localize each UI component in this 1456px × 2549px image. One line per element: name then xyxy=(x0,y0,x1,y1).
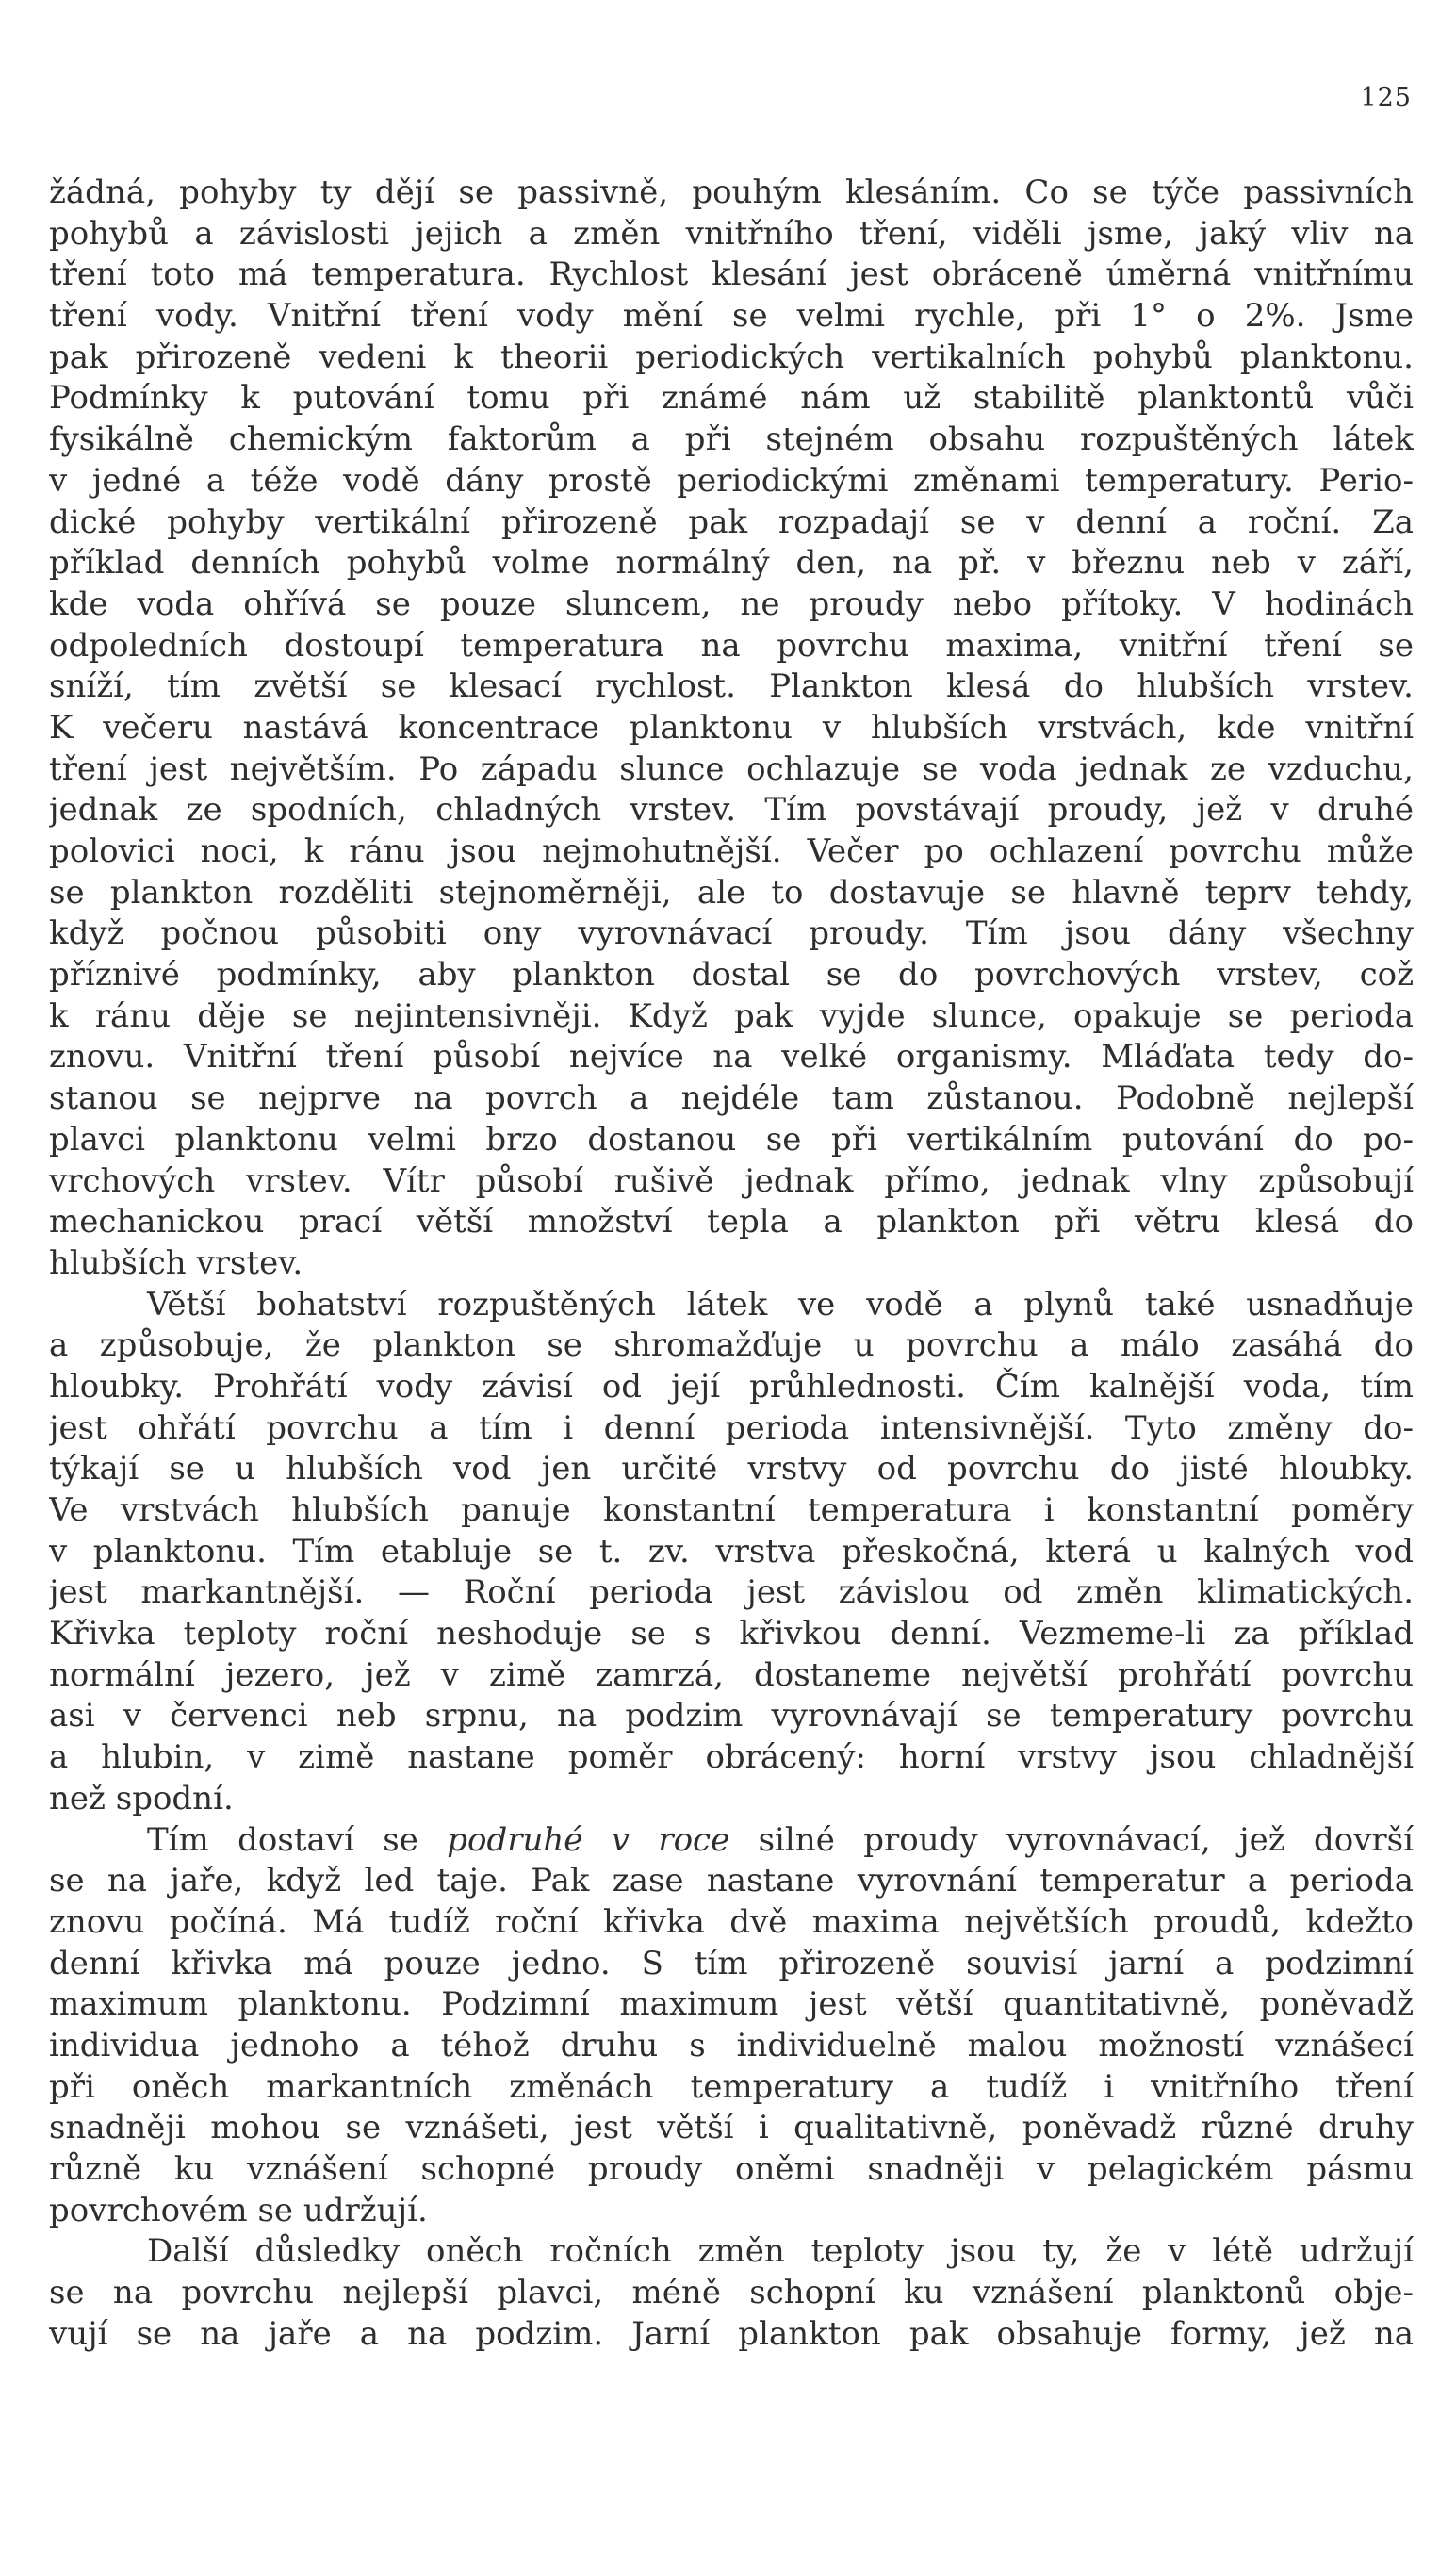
body-text xyxy=(49,173,1414,2355)
text-line: stanou se nejprve na povrch a nejdéle tam zůstanou. Podobně nejlepší xyxy=(49,1079,1414,1118)
text-line: hloubky. Prohřátí vody závisí od její průhlednosti. Čím kalnější voda, tím xyxy=(49,1367,1414,1406)
text-line: se na povrchu nejlepší plavci, méně schopní ku vznášení planktonů obje- xyxy=(49,2274,1414,2312)
text-line: vují se na jaře a na podzim. Jarní plankton pak obsahuje formy, jež na xyxy=(49,2314,1414,2353)
text-line: jest ohřátí povrchu a tím i denní perioda intensivnější. Tyto změny do- xyxy=(49,1408,1414,1447)
text-line: Křivka teploty roční neshoduje se s křivkou denní. Vezmeme-li za příklad xyxy=(49,1615,1414,1653)
text-line: dické pohyby vertikální přirozeně pak rozpadají se v denní a roční. Za xyxy=(49,502,1414,541)
text-line: se plankton rozděliti stejnoměrněji, ale to dostavuje se hlavně teprv tehdy, xyxy=(49,873,1414,912)
text-line: plavci planktonu velmi brzo dostanou se při vertikálním putování do po- xyxy=(49,1120,1414,1159)
text-line: k ránu děje se nejintensivněji. Když pak vyjde slunce, opakuje se perioda xyxy=(49,996,1414,1035)
text-line: se na jaře, když led taje. Pak zase nastane vyrovnání temperatur a perioda xyxy=(49,1862,1414,1900)
text-line: a hlubin, v zimě nastane poměr obrácený: horní vrstvy jsou chladnější xyxy=(49,1738,1414,1777)
text-line: individua jednoho a téhož druhu s individuelně malou možností vznášecí xyxy=(49,2026,1414,2064)
page-number: 125 xyxy=(1360,83,1412,112)
text-line: Další důsledky oněch ročních změn teploty jsou ty, že v létě udržují xyxy=(147,2232,1414,2271)
text-line: povrchovém se udržují. xyxy=(49,2191,428,2229)
text-line: Tím dostaví se podruhé v roce silné proudy vyrovnávací, jež dovrší xyxy=(147,1820,1414,1859)
text-line: znovu počíná. Má tudíž roční křivka dvě maxima největších proudů, kdežto xyxy=(49,1902,1414,1941)
text-line: normální jezero, jež v zimě zamrzá, dostaneme největší prohřátí povrchu xyxy=(49,1655,1414,1694)
text-line: mechanickou prací větší množství tepla a plankton při větru klesá do xyxy=(49,1203,1414,1242)
text-line: Podmínky k putování tomu při známé nám už stabilitě planktontů vůči xyxy=(49,379,1414,418)
text-line: K večeru nastává koncentrace planktonu v hlubších vrstvách, kde vnitřní xyxy=(49,708,1414,747)
text-line: týkají se u hlubších vod jen určité vrstvy od povrchu do jisté hloubky. xyxy=(49,1450,1414,1488)
text-line: snadněji mohou se vznášeti, jest větší i qualitativně, poněvadž různé druhy xyxy=(49,2109,1414,2147)
text-line: tření toto má temperatura. Rychlost klesání jest obráceně úměrná vnitřnímu xyxy=(49,255,1414,294)
text-line: kde voda ohřívá se pouze sluncem, ne proudy nebo přítoky. V hodinách xyxy=(49,584,1414,623)
text-line: hlubších vrstev. xyxy=(49,1243,303,1282)
text-line: znovu. Vnitřní tření působí nejvíce na velké organismy. Mláďata tedy do- xyxy=(49,1038,1414,1077)
text-line: vrchových vrstev. Vítr působí rušivě jednak přímo, jednak vlny způsobují xyxy=(49,1161,1414,1200)
text-line: žádná, pohyby ty dějí se passivně, pouhým klesáním. Co se týče passivních xyxy=(49,173,1414,211)
text-line: příklad denních pohybů volme normálný den, na př. v březnu neb v září, xyxy=(49,544,1414,583)
text-line: pohybů a závislosti jejich a změn vnitřního tření, viděli jsme, jaký vliv na xyxy=(49,214,1414,253)
text-line: tření jest největším. Po západu slunce ochlazuje se voda jednak ze vzduchu, xyxy=(49,749,1414,788)
text-line: Větší bohatství rozpuštěných látek ve vodě a plynů také usnadňuje xyxy=(147,1285,1414,1324)
text-line: při oněch markantních změnách temperatury a tudíž i vnitřního tření xyxy=(49,2067,1414,2106)
text-line: než spodní. xyxy=(49,1779,234,1817)
text-line: fysikálně chemickým faktorům a při stejném obsahu rozpuštěných látek xyxy=(49,420,1414,459)
text-line: tření vody. Vnitřní tření vody mění se velmi rychle, při 1° o 2%. Jsme xyxy=(49,297,1414,336)
text-line: a způsobuje, že plankton se shromažďuje u povrchu a málo zasáhá do xyxy=(49,1326,1414,1365)
text-line: když počnou působiti ony vyrovnávací proudy. Tím jsou dány všechny xyxy=(49,914,1414,953)
emphasis: podruhé v roce xyxy=(447,1820,730,1859)
text-line: pak přirozeně vedeni k theorii periodických vertikalních pohybů planktonu. xyxy=(49,337,1414,376)
text-line: maximum planktonu. Podzimní maximum jest větší quantitativně, poněvadž xyxy=(49,1985,1414,2024)
text-line: v planktonu. Tím etabluje se t. zv. vrstva přeskočná, která u kalných vod xyxy=(49,1532,1414,1571)
text-line: v jedné a téže vodě dány prostě periodickými změnami temperatury. Perio- xyxy=(49,461,1414,500)
text-line: jednak ze spodních, chladných vrstev. Tím povstávají proudy, jež v druhé xyxy=(49,791,1414,830)
text-line: odpoledních dostoupí temperatura na povrchu maxima, vnitřní tření se xyxy=(49,626,1414,665)
text-line: Ve vrstvách hlubších panuje konstantní temperatura i konstantní poměry xyxy=(49,1491,1414,1529)
text-line: sníží, tím zvětší se klesací rychlost. Plankton klesá do hlubších vrstev. xyxy=(49,667,1414,706)
text-line: jest markantnější. — Roční perioda jest závislou od změn klimatických. xyxy=(49,1573,1414,1612)
text-line: asi v červenci neb srpnu, na podzim vyrovnávají se temperatury povrchu xyxy=(49,1697,1414,1735)
text-line: příznivé podmínky, aby plankton dostal se do povrchových vrstev, což xyxy=(49,956,1414,995)
text-line: polovici noci, k ránu jsou nejmohutnější. Večer po ochlazení povrchu může xyxy=(49,832,1414,870)
text-line: různě ku vznášení schopné proudy oněmi snadněji v pelagickém pásmu xyxy=(49,2150,1414,2188)
text-line: denní křivka má pouze jedno. S tím přirozeně souvisí jarní a podzimní xyxy=(49,1944,1414,1982)
